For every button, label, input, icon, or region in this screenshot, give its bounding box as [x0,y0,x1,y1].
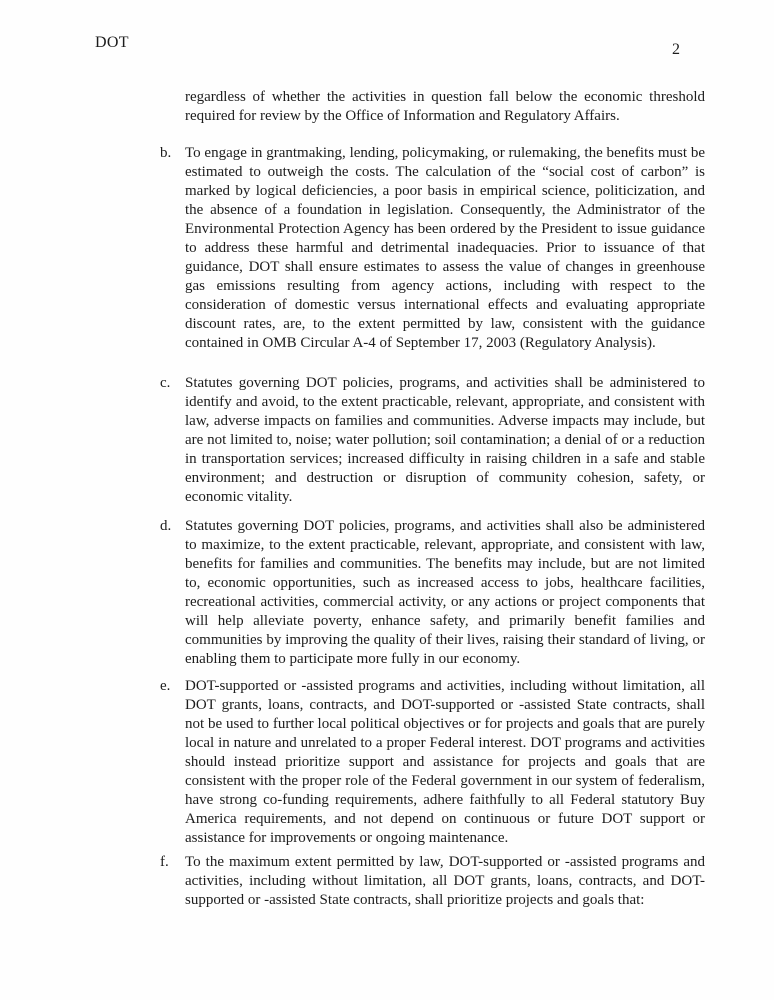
list-marker: b. [160,145,172,161]
list-item-f [160,853,705,910]
list-marker: e. [160,678,171,694]
list-item-text: To the maximum extent permitted by law, DOT-supported or -assisted programs and activities, including without limitation, all DOT grants, loans, contracts, and DOT-supported or -assisted State contracts, shall prioritize projects and goals that: [185,854,705,908]
list-item-b [160,144,705,353]
list-item-e [160,677,705,848]
list-marker: f. [160,854,169,870]
list-item-c [160,374,705,507]
header-agency: DOT [95,34,129,51]
page-number: 2 [672,41,680,58]
list-marker: d. [160,518,172,534]
list-item-text: Statutes governing DOT policies, programs, and activities shall also be administered to maximize, to the extent practicable, relevant, appropriate, and consistent with law, benefits for families and communities. The benefits may include, but are not limited to, economic opportunities, such as increased access to jobs, healthcare facilities, recreational activities, commercial activity, or any actions or project components that will help alleviate poverty, enhance safety, and primarily benefit families and communities by improving the quality of their lives, raising their standard of living, or enabling them to participate more fully in our economy. [185,518,705,667]
continuation-paragraph: regardless of whether the activities in question fall below the economic threshold required for review by the Office of Information and Regulatory Affairs. [185,89,705,124]
list-item-text: To engage in grantmaking, lending, policymaking, or rulemaking, the benefits must be estimated to outweigh the costs. The calculation of the “social cost of carbon” is marked by logical deficiencies, a poor basis in empirical science, politicization, and the absence of a foundation in legislation. Consequently, the Administrator of the Environmental Protection Agency has been ordered by the President to issue guidance to address these harmful and detrimental inadequacies. Prior to issuance of that guidance, DOT shall ensure estimates to assess the value of changes in greenhouse gas emissions resulting from agency actions, including with respect to the consideration of domestic versus international effects and evaluating appropriate discount rates, are, to the extent permitted by law, consistent with the guidance contained in OMB Circular A-4 of September 17, 2003 (Regulatory Analysis). [185,145,705,351]
list-item-text: Statutes governing DOT policies, programs, and activities shall be administered to identify and avoid, to the extent practicable, relevant, appropriate, and consistent with law, adverse impacts on families and communities. Adverse impacts may include, but are not limited to, noise; water pollution; soil contamination; a denial of or a reduction in transportation services; increased difficulty in raising children in a safe and stable environment; and destruction or disruption of community cohesion, safety, or economic vitality. [185,375,705,505]
list-item-text: DOT-supported or -assisted programs and activities, including without limitation, all DOT grants, loans, contracts, and DOT-supported or -assisted State contracts, shall not be used to further local political objectives or for projects and goals that are purely local in nature and unrelated to a proper Federal interest. DOT programs and activities should instead prioritize support and assistance for projects and goals that are consistent with the proper role of the Federal government in our system of federalism, have strong co-funding requirements, adhere faithfully to all Federal statutory Buy America requirements, and not depend on continuous or future DOT support or assistance for improvements or ongoing maintenance. [185,678,705,846]
list-item-d [160,517,705,669]
list-marker: c. [160,375,171,391]
